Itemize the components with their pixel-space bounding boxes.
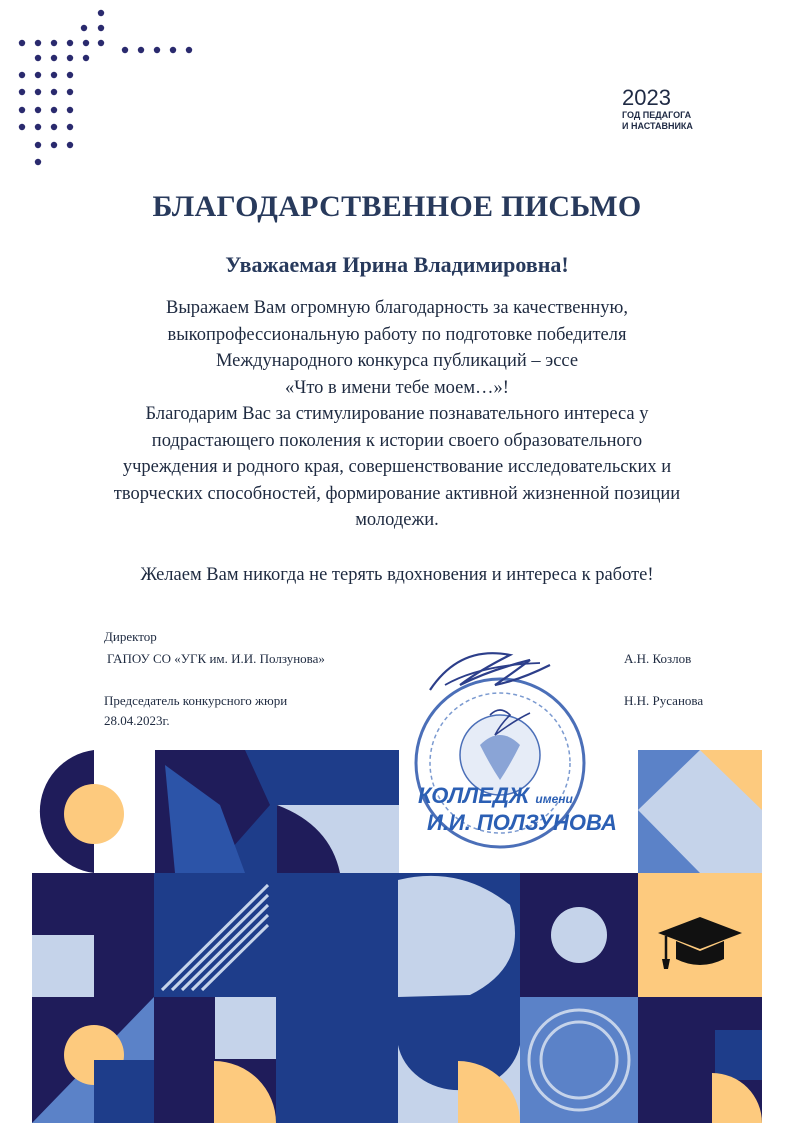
body-line: выкопрофессиональную работу по подготовке победителя [167, 324, 627, 345]
body-line: Выражаем Вам огромную благодарность за качественную, [166, 298, 628, 318]
letter-title: БЛАГОДАРСТВЕННОЕ ПИСЬМО [152, 190, 642, 223]
director-name: А.Н. Козлов [624, 651, 692, 666]
body-line: Международного конкурса публикаций – эссе [215, 351, 579, 371]
body-line: творческих способностей, формирование активной жизненной позиции [113, 483, 681, 504]
logo-line-2: И НАСТАВНИКА [622, 121, 693, 131]
date: 28.04.2023г. [104, 713, 170, 728]
decorative-dots [0, 0, 200, 175]
wish-line: Желаем Вам никогда не терять вдохновения и интереса к работе! [140, 565, 654, 585]
logo-line-1: ГОД ПЕДАГОГА [622, 110, 692, 120]
jury-name: Н.Н. Русанова [624, 693, 704, 708]
body-line: учреждения и родного края, совершенствование исследовательских и [122, 457, 672, 477]
graduation-cap-icon [654, 907, 746, 977]
director-title: Директор [104, 629, 157, 644]
year-of-teacher-logo [622, 86, 702, 146]
body-line: молодежи. [355, 510, 439, 530]
seal-text-line-2: И.И. ПОЛЗУНОВА [427, 810, 617, 835]
greeting: Уважаемая Ирина Владимировна! [225, 252, 569, 277]
seal-text-line-1: КОЛЛЕДЖ имени [418, 783, 573, 808]
body-line: Благодарим Вас за стимулирование познавательного интереса у [145, 404, 649, 424]
body-line: подрастающего поколения к истории своего образовательного [151, 430, 643, 451]
director-org: ГАПОУ СО «УГК им. И.И. Ползунова» [107, 651, 325, 666]
jury-title: Председатель конкурсного жюри [104, 693, 288, 708]
body-line: «Что в имени тебе моем…»! [285, 377, 509, 398]
logo-year: 2023 [622, 85, 671, 110]
letter-body [60, 295, 734, 534]
